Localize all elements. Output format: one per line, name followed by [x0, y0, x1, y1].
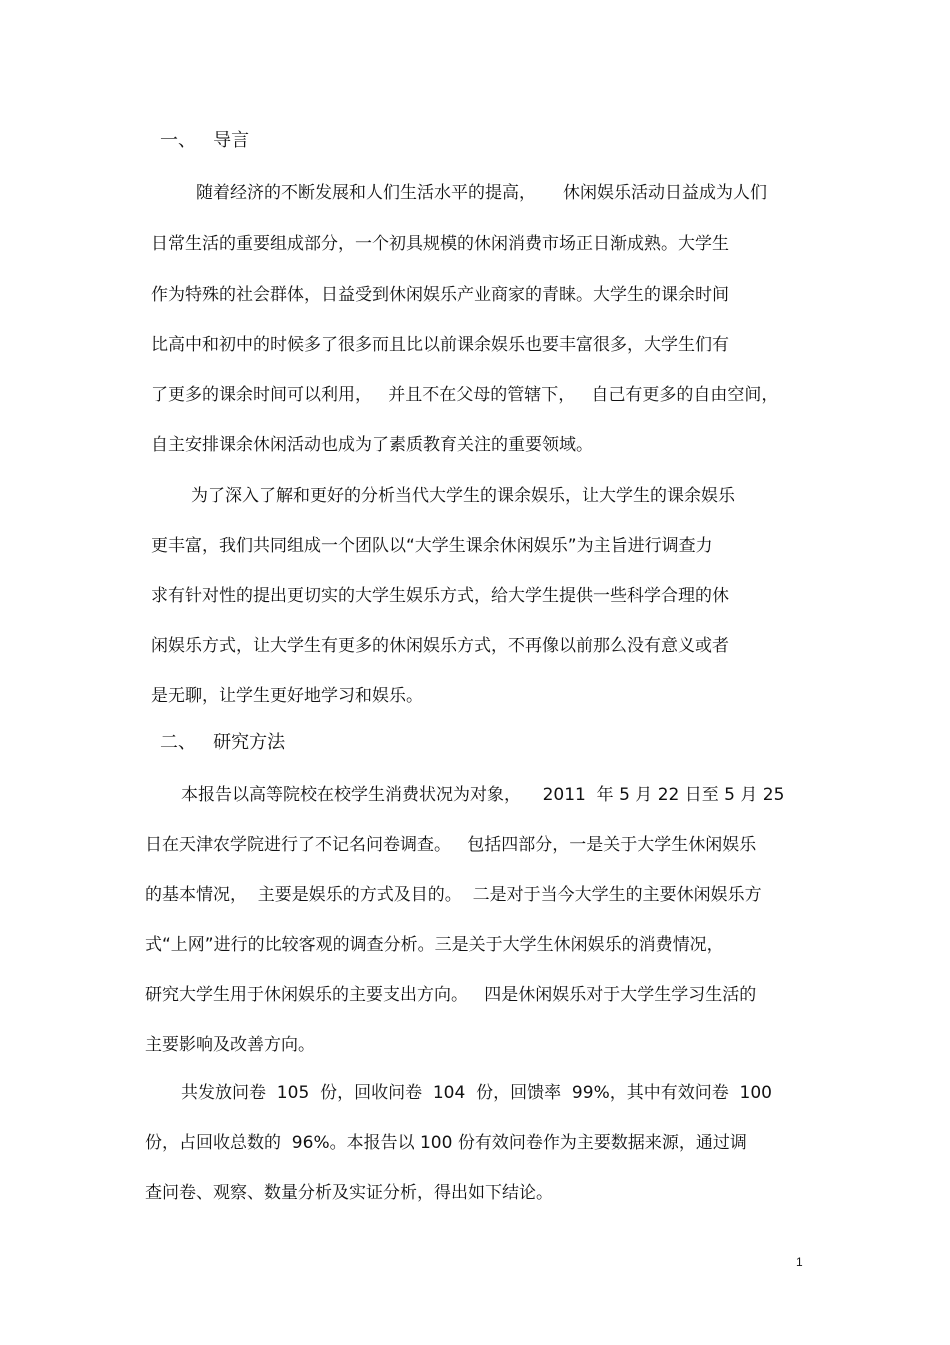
paragraph-line: 是无聊，让学生更好地学习和娱乐。 [151, 686, 423, 706]
paragraph-line: 作为特殊的社会群体，日益受到休闲娱乐产业商家的青睐。大学生的课余时间 [151, 285, 729, 305]
paragraph-line: 本报告以高等院校在校学生消费状况为对象， 2011 年 5 月 22 日至 5 月 25 [181, 785, 785, 805]
section-heading-introduction: 一、 导言 [160, 130, 250, 151]
paragraph-line: 式“上网”进行的比较客观的调查分析。三是关于大学生休闲娱乐的消费情况， [145, 935, 724, 955]
paragraph-line: 随着经济的不断发展和人们生活水平的提高， 休闲娱乐活动日益成为人们 [196, 183, 768, 203]
paragraph-line: 日常生活的重要组成部分，一个初具规模的休闲消费市场正日渐成熟。大学生 [151, 234, 729, 254]
page-number: 1 [796, 1255, 803, 1269]
section-heading-research-methods: 二、 研究方法 [160, 732, 286, 753]
paragraph-line: 份，占回收总数的 96%。本报告以 100 份有效问卷作为主要数据来源，通过调 [145, 1133, 747, 1153]
paragraph-line: 日在天津农学院进行了不记名问卷调查。 包括四部分，一是关于大学生休闲娱乐 [145, 835, 757, 855]
paragraph-line: 的基本情况， 主要是娱乐的方式及目的。 二是对于当今大学生的主要休闲娱乐方 [145, 885, 762, 905]
paragraph-line: 主要影响及改善方向。 [145, 1035, 315, 1055]
paragraph-line: 共发放问卷 105 份，回收问卷 104 份，回馈率 99%，其中有效问卷 100 [181, 1083, 772, 1103]
paragraph-line: 更丰富，我们共同组成一个团队以“大学生课余休闲娱乐”为主旨进行调查力 [151, 536, 713, 556]
paragraph-line: 求有针对性的提出更切实的大学生娱乐方式，给大学生提供一些科学合理的休 [151, 586, 729, 606]
paragraph-line: 研究大学生用于休闲娱乐的主要支出方向。 四是休闲娱乐对于大学生学习生活的 [145, 985, 757, 1005]
paragraph-line: 为了深入了解和更好的分析当代大学生的课余娱乐，让大学生的课余娱乐 [191, 486, 735, 506]
paragraph-line: 自主安排课余休闲活动也成为了素质教育关注的重要领域。 [151, 435, 593, 455]
paragraph-line: 闲娱乐方式，让大学生有更多的休闲娱乐方式，不再像以前那么没有意义或者 [151, 636, 729, 656]
paragraph-line: 查问卷、观察、数量分析及实证分析，得出如下结论。 [145, 1183, 553, 1203]
paragraph-line: 比高中和初中的时候多了很多而且比以前课余娱乐也要丰富很多，大学生们有 [151, 335, 729, 355]
paragraph-line: 了更多的课余时间可以利用， 并且不在父母的管辖下， 自己有更多的自由空间， [151, 385, 779, 405]
